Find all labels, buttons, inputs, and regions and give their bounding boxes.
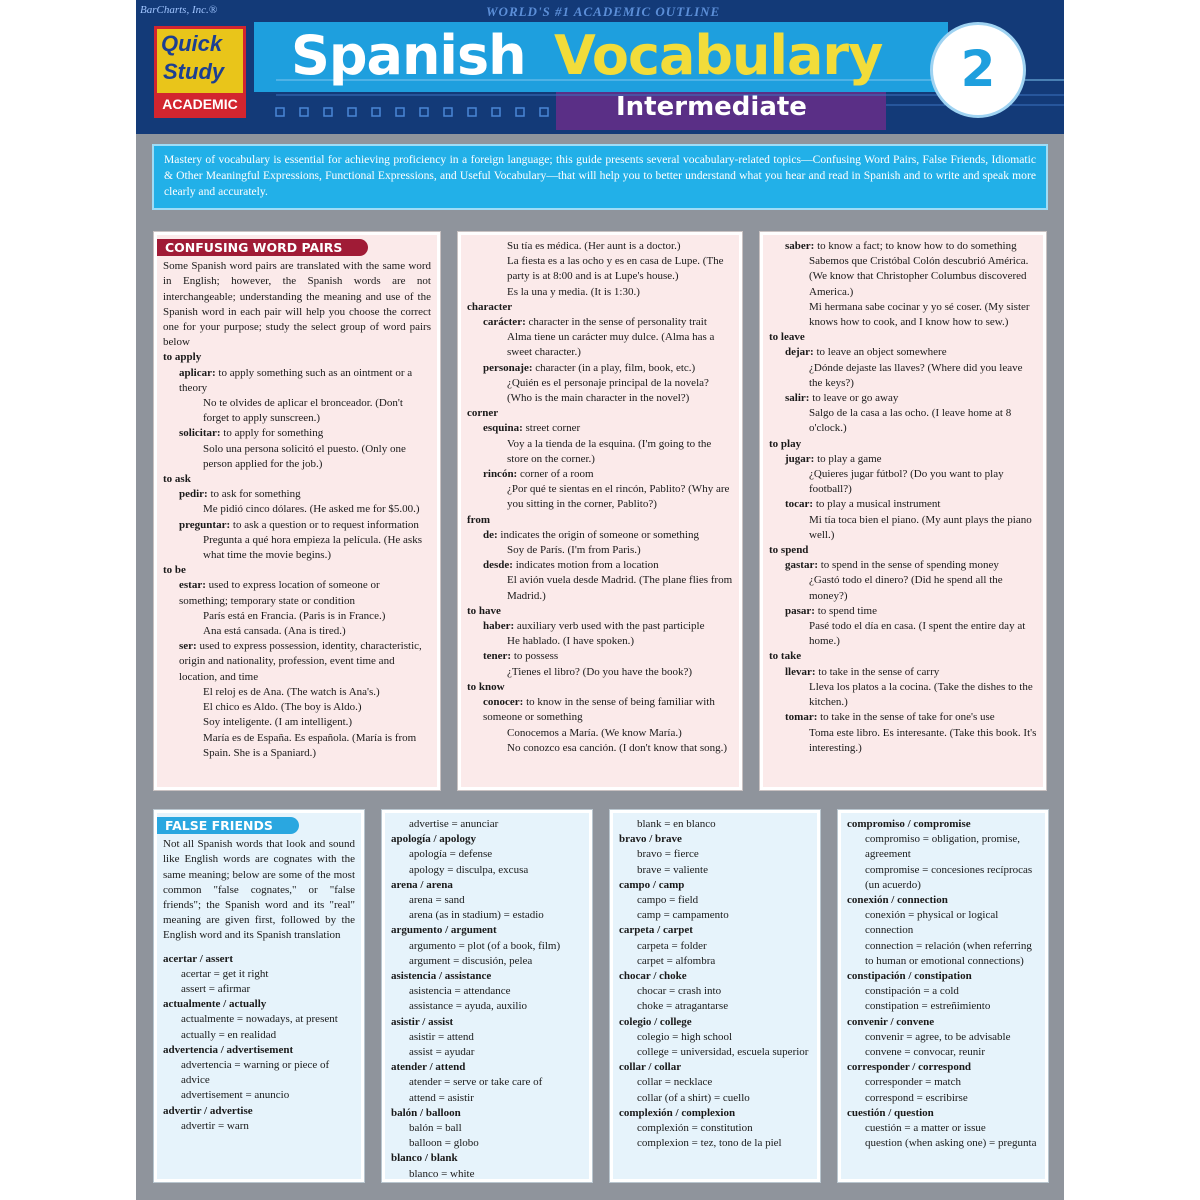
false-friend-meaning: attend = asistir [409, 1091, 474, 1104]
subtitle: Intermediate [616, 92, 807, 122]
word-pair-heading: to know [467, 680, 505, 693]
usage-example: Mi hermana sabe cocinar y yo sé coser. (My sister knows how to cook, and I know how to sew.) [809, 300, 1030, 329]
usage-example: Soy de París. (I'm from Paris.) [507, 544, 641, 557]
logo-study-text: Study [163, 59, 225, 84]
false-friend-pair: colegio / college [619, 1015, 692, 1028]
word-definition: aplicar: to apply something such as an ointment or a theory [179, 366, 413, 394]
usage-example: ¿Quieres jugar fútbol? (Do you want to play football?) [809, 468, 1004, 496]
false-friends-list-1 [163, 952, 355, 1134]
confusing-pairs-heading: CONFUSING WORD PAIRS [157, 239, 368, 256]
word-pair-heading: to spend [769, 544, 809, 557]
tagline: WORLD'S #1 ACADEMIC OUTLINE [486, 4, 721, 19]
false-friend-pair: convenir / convene [847, 1015, 935, 1028]
false-friend-pair: cuestión / question [847, 1106, 934, 1119]
false-friend-meaning: choke = atragantarse [637, 1000, 729, 1013]
false-friend-pair: complexión / complexion [619, 1106, 736, 1119]
false-friends-heading: FALSE FRIENDS [157, 817, 299, 834]
false-friend-meaning: actualmente = nowadays, at present [181, 1013, 338, 1026]
usage-example: Alma tiene un carácter muy dulce. (Alma has a sweet character.) [507, 331, 715, 359]
usage-example: Su tía es médica. (Her aunt is a doctor.) [507, 240, 681, 252]
false-friends-list-4 [847, 817, 1039, 1151]
word-definition: conocer: to know in the sense of being familiar with someone or something [483, 696, 715, 724]
logo-academic-text: ACADEMIC [157, 93, 243, 115]
false-friend-meaning: advertise = anunciar [409, 818, 499, 830]
confusing-pairs-intro: Some Spanish word pairs are translated with the same word in English; however, the Spanish words are not interchangeable; understanding the meaning and use of the Spanish word in each pair will help you choose the correct one for your purpose; study the select group of word pairs below [163, 260, 431, 349]
false-friend-meaning: question (when asking one) = pregunta [865, 1137, 1037, 1150]
false-friend-meaning: advertisement = anuncio [181, 1089, 290, 1102]
false-friend-meaning: carpet = alfombra [637, 954, 716, 967]
usage-example: Pregunta a qué hora empieza la película. (He asks what time the movie begins.) [203, 533, 422, 562]
false-friend-pair: asistencia / assistance [391, 970, 492, 983]
study-sheet [136, 0, 1064, 1200]
false-friend-meaning: balón = ball [409, 1122, 462, 1135]
false-friend-meaning: campo = field [637, 894, 699, 907]
usage-example: Mi tía toca bien el piano. (My aunt plays the piano well.) [809, 513, 1032, 541]
false-friend-pair: apología / apology [391, 833, 476, 846]
word-definition: desde: indicates motion from a location [483, 559, 659, 572]
false-friend-pair: collar / collar [619, 1061, 682, 1074]
publisher-label: BarCharts, Inc.® [140, 4, 218, 16]
false-friend-pair: acertar / assert [163, 952, 234, 965]
word-pair-heading: to have [467, 604, 501, 617]
word-definition: ser: used to express possession, identity, characteristic, origin and nationality, profession, event time and location, and time [179, 640, 422, 683]
false-friend-pair: balón / balloon [391, 1106, 461, 1119]
false-friends-col2 [382, 810, 592, 1182]
word-definition: jugar: to play a game [785, 452, 882, 465]
usage-example: Sabemos que Cristóbal Colón descubrió América. (We know that Christopher Columbus discovered America.) [809, 255, 1029, 298]
false-friend-meaning: asistir = attend [409, 1030, 474, 1043]
false-friend-meaning: arena = sand [409, 894, 465, 907]
usage-example: ¿Tienes el libro? (Do you have the book?) [507, 665, 693, 678]
usage-example: María es de España. Es española. (María is from Spain. She is a Spaniard.) [203, 731, 417, 759]
word-definition: de: indicates the origin of someone or something [483, 528, 699, 541]
usage-example: Me pidió cinco dólares. (He asked me for $5.00.) [203, 503, 420, 516]
false-friend-meaning: conexión = physical or logical connection [865, 909, 999, 937]
word-pair-heading: to ask [163, 473, 191, 486]
confusing-pairs-list-3 [769, 239, 1037, 756]
false-friend-meaning: actually = en realidad [181, 1028, 277, 1041]
word-definition: esquina: street corner [483, 422, 581, 435]
word-definition: solicitar: to apply for something [179, 427, 324, 440]
false-friend-meaning: assistance = ayuda, auxilio [409, 1000, 528, 1013]
word-definition: saber: to know a fact; to know how to do something [785, 240, 1017, 252]
usage-example: El chico es Aldo. (The boy is Aldo.) [203, 701, 362, 714]
false-friend-pair: compromiso / compromise [847, 818, 971, 830]
false-friend-meaning: bravo = fierce [637, 848, 699, 861]
usage-example: París está en Francia. (Paris is in France.) [203, 609, 386, 622]
logo-quick-text: Quick [161, 31, 223, 56]
word-definition: dejar: to leave an object somewhere [785, 346, 947, 359]
word-pair-heading: to take [769, 650, 802, 663]
false-friend-meaning: assert = afirmar [181, 983, 251, 996]
word-definition: estar: used to express location of someone or something; temporary state or condition [179, 579, 380, 607]
false-friend-meaning: chocar = crash into [637, 985, 722, 998]
confusing-pairs-list-1 [163, 350, 431, 760]
false-friends-list-2 [391, 817, 583, 1182]
false-friend-meaning: compromise = concesiones recíprocas (un acuerdo) [865, 863, 1033, 891]
usage-example: Voy a la tienda de la esquina. (I'm going to the store on the corner.) [507, 437, 712, 465]
false-friend-meaning: camp = campamento [637, 909, 729, 922]
false-friend-meaning: apología = defense [409, 848, 493, 861]
word-pair-heading: to play [769, 437, 802, 450]
false-friend-meaning: complexión = constitution [637, 1122, 753, 1135]
word-definition: tener: to possess [483, 650, 559, 663]
usage-example: El avión vuela desde Madrid. (The plane flies from Madrid.) [507, 574, 733, 602]
false-friend-meaning: corresponder = match [865, 1076, 961, 1089]
usage-example: No te olvides de aplicar el bronceador. (Don't forget to apply sunscreen.) [203, 397, 403, 425]
false-friend-meaning: blanco = white [409, 1167, 475, 1180]
usage-example: He hablado. (I have spoken.) [507, 635, 635, 648]
false-friend-pair: advertir / advertise [163, 1104, 253, 1117]
false-friend-meaning: complexion = tez, tono de la piel [637, 1137, 782, 1150]
word-definition: personaje: character (in a play, film, book, etc.) [483, 361, 696, 374]
word-definition: salir: to leave or go away [785, 392, 899, 405]
word-definition: rincón: corner of a room [483, 468, 594, 481]
false-friend-meaning: apology = disculpa, excusa [409, 863, 529, 876]
false-friend-meaning: convene = convocar, reunir [865, 1046, 985, 1059]
intro-box: Mastery of vocabulary is essential for achieving proficiency in a foreign language; this guide presents several vocabulary-related topics—Confusing Word Pairs, False Friends, Idiomatic & Other Meaningful Expressions, Functional Expressions, and Useful Vocabulary—that will help you to better understand what you hear and read in Spanish and to write and speak more clearly and accurately. [152, 144, 1048, 210]
false-friend-meaning: correspond = escribirse [865, 1091, 968, 1104]
false-friends-col1 [154, 810, 364, 1182]
usage-example: Toma este libro. Es interesante. (Take this book. It's interesting.) [809, 726, 1037, 754]
false-friend-pair: conexión / connection [847, 894, 948, 907]
false-friend-pair: argumento / argument [391, 924, 497, 937]
false-friend-meaning: convenir = agree, to be advisable [865, 1030, 1011, 1043]
word-definition: tocar: to play a musical instrument [785, 498, 941, 511]
false-friend-meaning: argumento = plot (of a book, film) [409, 939, 561, 952]
title-spanish: Spanish [291, 24, 526, 87]
confusing-pairs-col1 [154, 232, 440, 790]
false-friend-pair: campo / camp [619, 878, 685, 891]
false-friends-intro: Not all Spanish words that look and sound like English words are cognates with the same meaning; below are some of the most common "false cognates," or "false friends"; the Spanish word and its "real" meaning are given first, followed by the English word and its Spanish translation [163, 838, 355, 942]
word-definition: gastar: to spend in the sense of spending money [785, 559, 999, 572]
false-friend-meaning: advertencia = warning or piece of advice [181, 1059, 330, 1087]
confusing-pairs-col3 [760, 232, 1046, 790]
false-friend-meaning: argument = discusión, pelea [409, 954, 533, 967]
false-friend-meaning: advertir = warn [181, 1119, 249, 1132]
false-friend-pair: atender / attend [391, 1061, 466, 1074]
false-friend-meaning: balloon = globo [409, 1137, 479, 1150]
word-pair-heading: to apply [163, 351, 202, 364]
usage-example: Es la una y media. (It is 1:30.) [507, 285, 640, 298]
word-pair-heading: from [467, 513, 491, 526]
word-pair-heading: character [467, 300, 513, 313]
word-definition: preguntar: to ask a question or to request information [179, 518, 419, 531]
false-friend-pair: asistir / assist [391, 1015, 454, 1028]
word-pair-heading: to leave [769, 331, 805, 344]
false-friend-pair: carpeta / carpet [619, 924, 693, 937]
false-friend-pair: constipación / constipation [847, 970, 972, 983]
word-pair-heading: to be [163, 564, 186, 577]
false-friend-meaning: colegio = high school [637, 1030, 733, 1043]
false-friend-meaning: constipation = estreñimiento [865, 1000, 991, 1013]
header [136, 0, 1064, 134]
usage-example: No conozco esa canción. (I don't know that song.) [507, 741, 728, 754]
quickstudy-logo [154, 26, 246, 118]
false-friend-meaning: constipación = a cold [865, 985, 959, 998]
word-definition: tomar: to take in the sense of take for one's use [785, 711, 995, 724]
false-friend-meaning: carpeta = folder [637, 939, 707, 952]
word-definition: pasar: to spend time [785, 604, 877, 617]
false-friend-meaning: cuestión = a matter or issue [865, 1122, 986, 1135]
false-friends-col4 [838, 810, 1048, 1182]
false-friend-meaning: asistencia = attendance [409, 985, 511, 998]
confusing-pairs-col2 [458, 232, 742, 790]
false-friend-meaning: assist = ayudar [409, 1046, 475, 1059]
word-definition: llevar: to take in the sense of carry [785, 665, 940, 678]
usage-example: El reloj es de Ana. (The watch is Ana's.) [203, 685, 380, 698]
false-friend-meaning: compromiso = obligation, promise, agreement [865, 833, 1020, 861]
false-friend-meaning: collar (of a shirt) = cuello [637, 1091, 750, 1104]
usage-example: Lleva los platos a la cocina. (Take the dishes to the kitchen.) [809, 680, 1033, 709]
false-friend-pair: arena / arena [391, 878, 453, 891]
false-friend-meaning: collar = necklace [637, 1076, 713, 1089]
usage-example: ¿Quién es el personaje principal de la novela? (Who is the main character in the novel?) [507, 376, 709, 405]
usage-example: Salgo de la casa a las ocho. (I leave home at 8 o'clock.) [809, 407, 1012, 435]
false-friend-pair: blanco / blank [391, 1152, 458, 1165]
false-friend-meaning: arena (as in stadium) = estadio [409, 909, 544, 922]
false-friend-meaning: atender = serve or take care of [409, 1076, 543, 1089]
usage-example: Pasé todo el día en casa. (I spent the entire day at home.) [809, 620, 1026, 648]
false-friend-pair: actualmente / actually [163, 998, 267, 1011]
false-friend-meaning: connection = relación (when referring to human or emotional connections) [865, 939, 1032, 967]
false-friends-col3 [610, 810, 820, 1182]
word-pair-heading: corner [467, 407, 499, 420]
usage-example: ¿Dónde dejaste las llaves? (Where did you leave the keys?) [809, 361, 1023, 389]
false-friend-pair: bravo / brave [619, 833, 682, 846]
confusing-pairs-list-2 [467, 239, 733, 756]
usage-example: ¿Gastó todo el dinero? (Did he spend all the money?) [809, 574, 1003, 602]
false-friend-meaning: brave = valiente [637, 863, 708, 876]
false-friend-pair: corresponder / correspond [847, 1061, 972, 1074]
word-definition: carácter: character in the sense of personality trait [483, 316, 707, 329]
title-vocabulary: Vocabulary [554, 24, 883, 87]
usage-example: Conocemos a María. (We know María.) [507, 726, 682, 739]
false-friend-meaning: acertar = get it right [181, 967, 269, 980]
word-definition: pedir: to ask for something [179, 488, 301, 501]
false-friend-pair: advertencia / advertisement [163, 1043, 294, 1056]
usage-example: Ana está cansada. (Ana is tired.) [203, 625, 346, 638]
word-definition: haber: auxiliary verb used with the past participle [483, 620, 705, 633]
usage-example: Solo una persona solicitó el puesto. (Only one person applied for the job.) [203, 442, 406, 470]
usage-example: La fiesta es a las ocho y es en casa de Lupe. (The party is at 8:00 and is at Lupe's house.) [507, 255, 724, 283]
volume-badge: 2 [930, 22, 1026, 118]
usage-example: ¿Por qué te sientas en el rincón, Pablito? (Why are you sitting in the corner, Pablito?) [507, 483, 730, 511]
false-friend-pair: chocar / choke [619, 970, 687, 983]
false-friends-list-3 [619, 817, 811, 1151]
false-friend-meaning: college = universidad, escuela superior [637, 1046, 809, 1059]
false-friend-meaning: blank = en blanco [637, 818, 716, 830]
usage-example: Soy inteligente. (I am intelligent.) [203, 716, 353, 729]
